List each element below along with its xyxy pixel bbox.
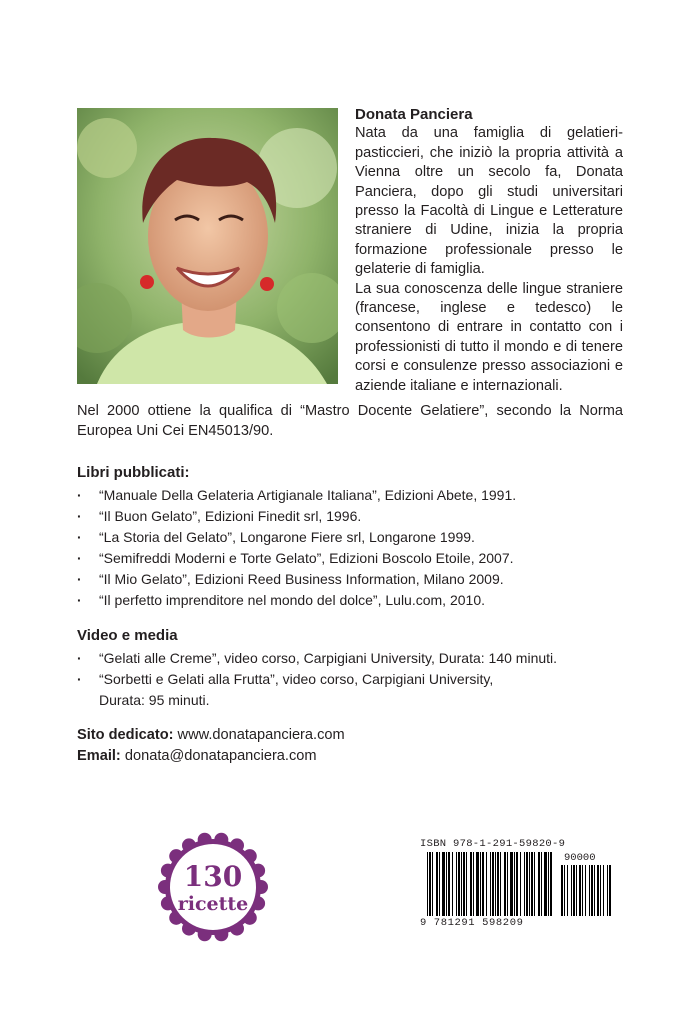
author-photo	[77, 108, 338, 384]
list-item: · “Il perfetto imprenditore nel mondo del dolce”, Lulu.com, 2010.	[77, 590, 637, 611]
video-heading: Video e media	[77, 627, 178, 644]
list-item: · “Gelati alle Creme”, video corso, Carpigiani University, Durata: 140 minuti.	[77, 648, 597, 669]
email-line	[77, 746, 345, 767]
recipe-count-badge	[158, 832, 268, 942]
ean-barcode-icon	[427, 852, 554, 916]
contacts	[77, 725, 345, 767]
list-item: · “Il Mio Gelato”, Edizioni Reed Business Information, Milano 2009.	[77, 569, 637, 590]
isbn-text: ISBN 978-1-291-59820-9	[420, 838, 566, 850]
qualifica-text: Nel 2000 ottiene la qualifica di “Mastro Docente Gelatiere”, secondo la Norma Europea Uni Cei EN45013/90.	[77, 403, 623, 439]
website-line	[77, 725, 345, 746]
badge-word: ricette	[177, 893, 249, 915]
author-name: Donata Panciera	[355, 106, 473, 123]
libri-heading: Libri pubblicati:	[77, 464, 190, 481]
website-link[interactable]: www.donatapanciera.com	[177, 727, 345, 743]
libri-list	[77, 485, 637, 611]
bio-paragraph-1: Nata da una famiglia di gelatieri-pasticcieri, che iniziò la propria attività a Vienna oltre un secolo fa, Donata Panciera, dopo gli studi universitari presso la Facoltà di Lingue e Letterature straniere di Udine, inizia la propria formazione professionale presso le gelaterie di famiglia.	[355, 125, 623, 278]
scalloped-badge-icon	[158, 832, 268, 942]
video-section	[77, 625, 597, 711]
badge-number: 130	[183, 860, 243, 893]
email-link[interactable]: donata@donatapanciera.com	[124, 748, 317, 764]
barcode-addon-number: 90000	[564, 852, 596, 864]
video-list	[77, 648, 597, 711]
bio-paragraph-2: La sua conoscenza delle lingue straniere (francese, inglese e tedesco) le consentono di entrare in contatto con i professionisti di tutto il mondo e di tenere corsi e consulenze presso associazioni e aziende italiane e internazionali.	[355, 280, 623, 394]
list-item: · “Sorbetti e Gelati alla Frutta”, video corso, Carpigiani University, Durata: 95 minuti.	[77, 669, 519, 711]
author-portrait	[77, 108, 338, 384]
isbn-barcode	[420, 838, 620, 938]
list-item: · “Il Buon Gelato”, Edizioni Finedit srl, 1996.	[77, 506, 637, 527]
email-label: Email:	[77, 748, 121, 764]
list-item: · “La Storia del Gelato”, Longarone Fiere srl, Longarone 1999.	[77, 527, 637, 548]
libri-section	[77, 462, 637, 611]
list-item: · “Semifreddi Moderni e Torte Gelato”, Edizioni Boscolo Etoile, 2007.	[77, 548, 637, 569]
website-label: Sito dedicato:	[77, 727, 174, 743]
addon-barcode-icon	[561, 865, 611, 916]
ean-digits: 9 781291 598209	[420, 917, 524, 929]
author-bio	[355, 105, 623, 396]
list-item: · “Manuale Della Gelateria Artigianale Italiana”, Edizioni Abete, 1991.	[77, 485, 637, 506]
